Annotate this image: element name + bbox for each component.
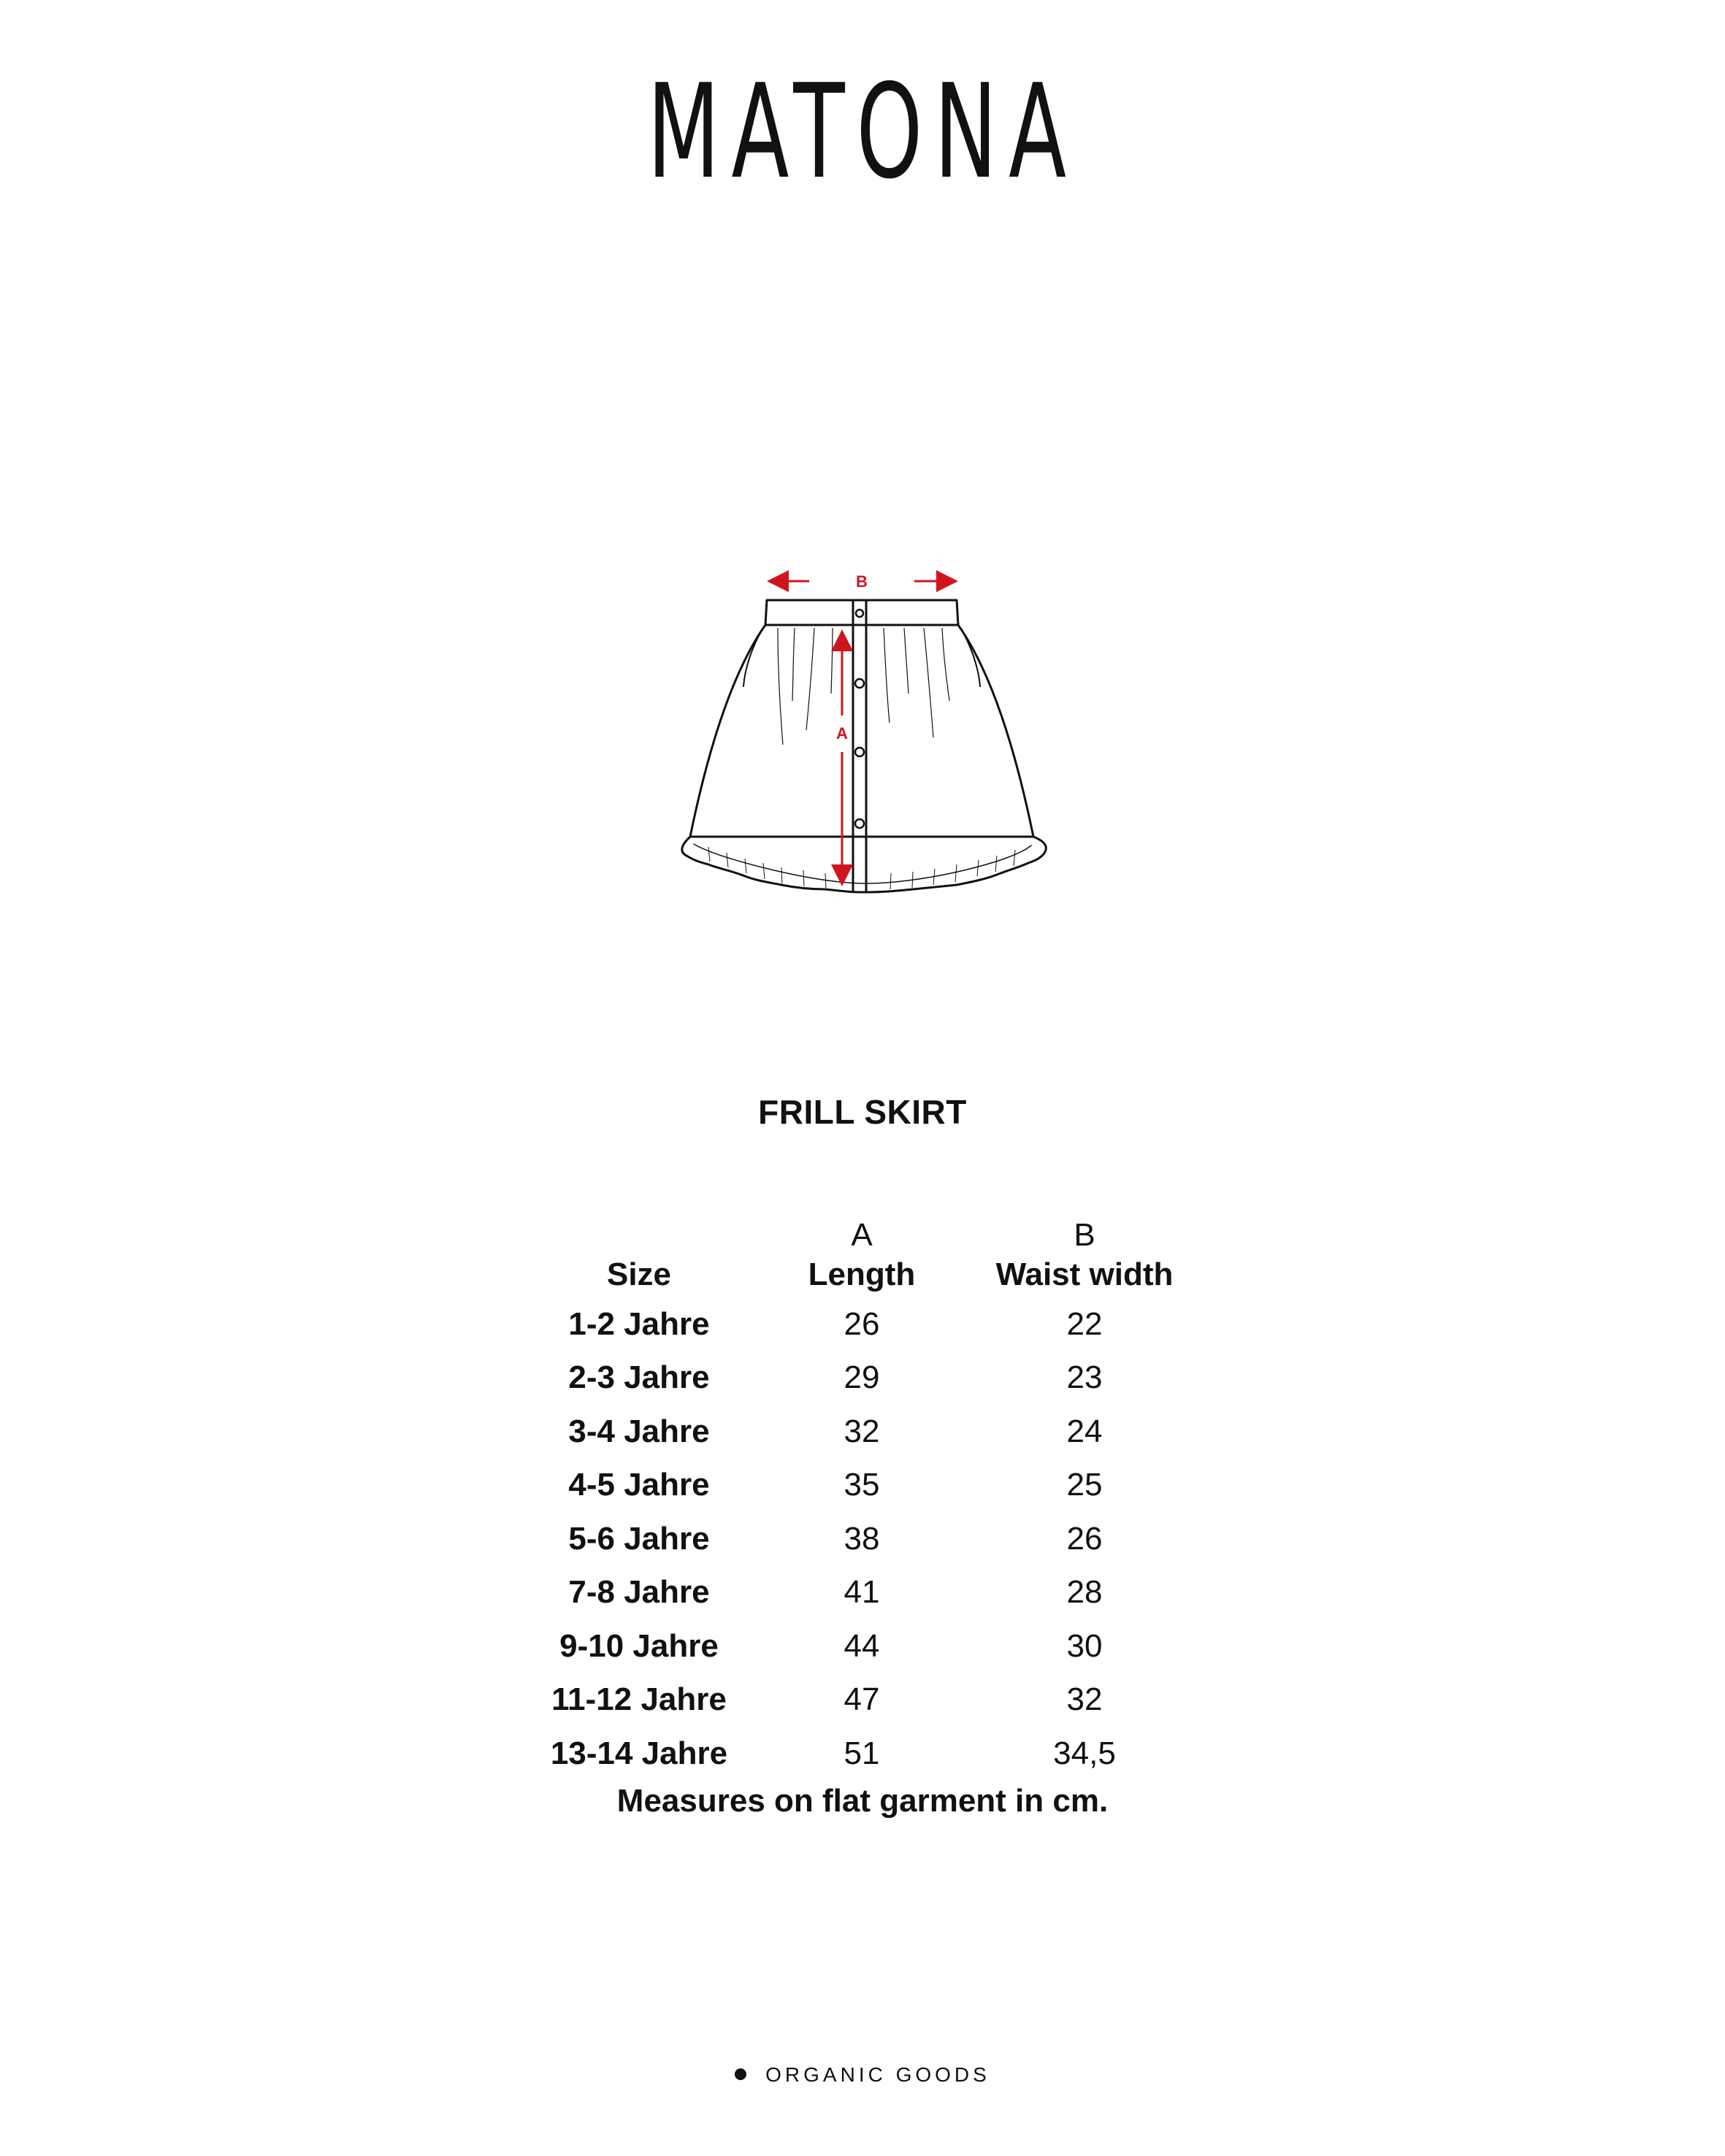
table-row [511, 1727, 1212, 1781]
length-cell: 29 [844, 1359, 880, 1396]
table-header-row [511, 1201, 1212, 1297]
length-cell: 38 [844, 1520, 880, 1557]
waist-cell: 22 [1066, 1305, 1103, 1342]
length-cell: 35 [844, 1467, 880, 1503]
button-1 [856, 610, 863, 617]
length-cell: 44 [844, 1627, 880, 1664]
size-chart-table [511, 1201, 1212, 1781]
table-row [511, 1673, 1212, 1727]
skirt-technical-drawing [628, 555, 1110, 905]
product-title: FRILL SKIRT [758, 1093, 967, 1131]
button-2 [855, 679, 864, 688]
length-cell: 47 [844, 1681, 880, 1718]
waist-cell: 24 [1066, 1413, 1103, 1449]
table-row [511, 1351, 1212, 1405]
measure-b-label: B [856, 572, 868, 591]
size-cell: 13-14 Jahre [550, 1735, 728, 1771]
skirt-drawing-svg [628, 555, 1110, 905]
skirt-body [690, 625, 1033, 837]
size-cell: 7-8 Jahre [568, 1574, 710, 1611]
bullet-dot-icon [735, 2068, 746, 2080]
size-cell: 11-12 Jahre [551, 1681, 727, 1718]
table-row [511, 1619, 1212, 1673]
header-waist [957, 1201, 1212, 1297]
size-cell: 1-2 Jahre [568, 1305, 710, 1342]
length-cell: 26 [844, 1305, 880, 1342]
measurement-footnote: Measures on flat garment in cm. [616, 1783, 1109, 1819]
waist-cell: 34,5 [1053, 1735, 1116, 1771]
waist-cell: 30 [1066, 1627, 1103, 1664]
size-cell: 5-6 Jahre [568, 1520, 710, 1557]
length-cell: 41 [844, 1574, 880, 1611]
footer-text: ORGANIC GOODS [765, 2063, 990, 2086]
length-cell: 32 [844, 1413, 880, 1449]
table-row [511, 1512, 1212, 1566]
measure-a-label: A [836, 724, 848, 743]
table-row [511, 1405, 1212, 1459]
size-cell: 9-10 Jahre [559, 1627, 719, 1664]
header-length-label: Length [808, 1257, 916, 1292]
table-row [511, 1566, 1212, 1620]
header-size: Size [606, 1257, 672, 1292]
footer-tagline [0, 2063, 1725, 2087]
waist-cell: 25 [1066, 1467, 1103, 1503]
brand-logo: MATONA [647, 56, 1078, 207]
size-cell: 2-3 Jahre [568, 1359, 710, 1396]
size-cell: 4-5 Jahre [568, 1467, 710, 1503]
table-row [511, 1459, 1212, 1513]
header-length-letter: A [851, 1216, 873, 1253]
waist-cell: 26 [1066, 1520, 1103, 1557]
button-4 [855, 819, 864, 828]
waist-cell: 32 [1066, 1681, 1103, 1718]
table-row [511, 1297, 1212, 1351]
header-length [767, 1201, 957, 1297]
header-waist-letter: B [1074, 1216, 1095, 1253]
waist-cell: 28 [1066, 1574, 1103, 1611]
size-cell: 3-4 Jahre [568, 1413, 710, 1449]
button-3 [855, 748, 864, 756]
waist-cell: 23 [1066, 1359, 1103, 1396]
header-waist-label: Waist width [995, 1257, 1174, 1292]
length-cell: 51 [844, 1735, 880, 1771]
